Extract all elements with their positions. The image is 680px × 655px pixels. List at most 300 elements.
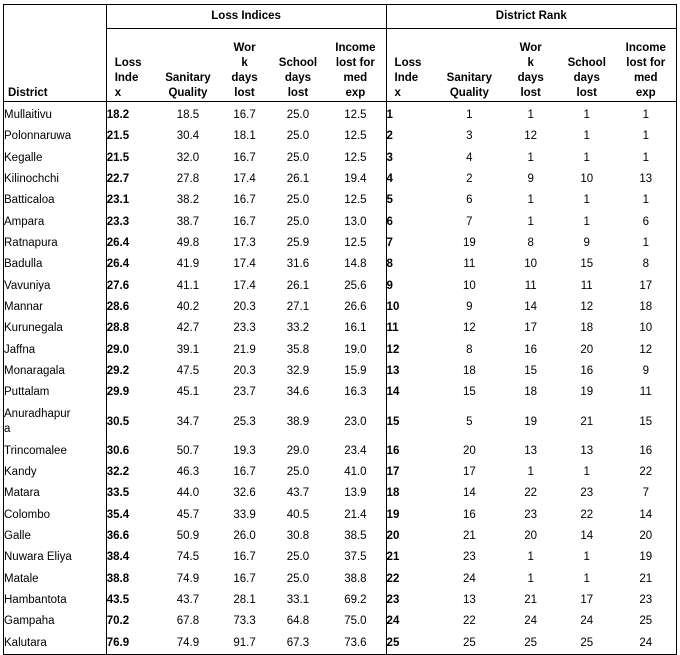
rank-school-days-lost-cell: 12 — [580, 301, 594, 314]
rank-income-lost-cell: 19 — [616, 547, 677, 568]
rank-work-days-lost-cell: 18 — [524, 386, 538, 399]
income-lost-cell: 41.0 — [344, 466, 367, 479]
income-lost-cell: 19.4 — [344, 173, 367, 186]
district-cell: Galle — [4, 526, 107, 547]
work-days-lost-cell: 26.0 — [233, 530, 256, 543]
school-days-lost-cell: 26.1 — [286, 279, 310, 292]
table-row — [4, 169, 677, 190]
sanitary-quality-cell: 34.7 — [176, 415, 200, 428]
rank-sanitary-quality-cell: 7 — [466, 215, 473, 228]
column-header-rank-income-lost: Income lost for med exp — [616, 29, 677, 102]
district-cell: Monaragala — [4, 361, 107, 382]
rank-work-days-lost-cell: 21 — [524, 594, 538, 607]
sanitary-quality-cell: 41.9 — [176, 258, 200, 271]
sanitary-quality-cell: 45.1 — [176, 386, 200, 399]
school-days-lost-cell: 27.1 — [286, 301, 310, 314]
table-row — [4, 361, 677, 382]
table-row — [4, 233, 677, 254]
rank-income-lost-cell: 6 — [616, 212, 677, 233]
table-row — [4, 483, 677, 504]
rank-income-lost-cell: 9 — [616, 361, 677, 382]
rank-sanitary-quality-cell: 17 — [462, 466, 476, 479]
rank-income-lost-cell: 24 — [616, 633, 677, 655]
rank-school-days-lost-cell: 16 — [580, 365, 594, 378]
rank-work-days-lost-cell: 1 — [527, 109, 534, 122]
table-row — [4, 547, 677, 568]
rank-loss-index-cell: 8 — [386, 254, 435, 275]
income-lost-cell: 23.0 — [344, 415, 367, 428]
income-lost-cell: 38.8 — [344, 572, 367, 585]
work-days-lost-cell: 23.3 — [233, 322, 256, 335]
school-days-lost-cell: 38.9 — [286, 415, 310, 428]
rank-loss-index-cell: 22 — [386, 569, 435, 590]
sanitary-quality-cell: 50.7 — [176, 444, 200, 457]
rank-work-days-lost-cell: 12 — [524, 130, 538, 143]
loss-index-cell: 33.5 — [106, 483, 157, 504]
rank-income-lost-cell: 7 — [616, 483, 677, 504]
school-days-lost-cell: 43.7 — [286, 487, 310, 500]
column-header-loss-index: Loss Inde x — [106, 29, 157, 102]
sanitary-quality-cell: 27.8 — [176, 173, 200, 186]
rank-income-lost-cell: 18 — [616, 297, 677, 318]
district-cell: Kilinochchi — [4, 169, 107, 190]
rank-loss-index-cell: 18 — [386, 483, 435, 504]
rank-school-days-lost-cell: 1 — [583, 551, 590, 564]
table-row — [4, 505, 677, 526]
loss-index-cell: 22.7 — [106, 169, 157, 190]
rank-loss-index-cell: 11 — [386, 318, 435, 339]
income-lost-cell: 12.5 — [344, 151, 367, 164]
loss-index-cell: 28.8 — [106, 318, 157, 339]
work-days-lost-cell: 16.7 — [233, 215, 256, 228]
table-row — [4, 297, 677, 318]
rank-sanitary-quality-cell: 23 — [462, 551, 476, 564]
table-row — [4, 254, 677, 275]
school-days-lost-cell: 34.6 — [286, 386, 310, 399]
rank-sanitary-quality-cell: 13 — [462, 594, 476, 607]
rank-income-lost-cell: 15 — [616, 404, 677, 441]
income-lost-cell: 37.5 — [344, 551, 367, 564]
rank-school-days-lost-cell: 15 — [580, 258, 594, 271]
rank-school-days-lost-cell: 17 — [580, 594, 594, 607]
rank-loss-index-cell: 25 — [386, 633, 435, 655]
group-header-district-rank: District Rank — [386, 5, 676, 29]
school-days-lost-cell: 26.1 — [286, 173, 310, 186]
district-cell: Batticaloa — [4, 190, 107, 211]
loss-index-cell: 30.5 — [106, 404, 157, 441]
loss-index-cell: 28.6 — [106, 297, 157, 318]
column-header-sanitary-quality: Sanitary Quality — [158, 29, 219, 102]
rank-school-days-lost-cell: 1 — [583, 151, 590, 164]
school-days-lost-cell: 31.6 — [286, 258, 310, 271]
income-lost-cell: 14.8 — [344, 258, 367, 271]
rank-work-days-lost-cell: 1 — [527, 215, 534, 228]
rank-income-lost-cell: 23 — [616, 590, 677, 611]
sanitary-quality-cell: 43.7 — [176, 594, 200, 607]
rank-sanitary-quality-cell: 24 — [462, 572, 476, 585]
rank-school-days-lost-cell: 1 — [583, 572, 590, 585]
sanitary-quality-cell: 32.0 — [176, 151, 200, 164]
rank-loss-index-cell: 12 — [386, 340, 435, 361]
rank-work-days-lost-cell: 17 — [524, 322, 538, 335]
school-days-lost-cell: 25.0 — [286, 151, 310, 164]
table-row — [4, 526, 677, 547]
sanitary-quality-cell: 49.8 — [176, 237, 200, 250]
work-days-lost-cell: 20.3 — [233, 365, 256, 378]
column-header-rank-school-days-lost: School days lost — [558, 29, 616, 102]
sanitary-quality-cell: 39.1 — [176, 343, 200, 356]
rank-loss-index-cell: 9 — [386, 276, 435, 297]
loss-index-cell: 27.6 — [106, 276, 157, 297]
rank-income-lost-cell: 11 — [616, 382, 677, 403]
loss-index-cell: 76.9 — [106, 633, 157, 655]
rank-sanitary-quality-cell: 8 — [466, 343, 473, 356]
district-cell: Kurunegala — [4, 318, 107, 339]
rank-income-lost-cell: 8 — [616, 254, 677, 275]
district-cell: Vavuniya — [4, 276, 107, 297]
table-row — [4, 441, 677, 462]
loss-index-cell: 38.4 — [106, 547, 157, 568]
rank-income-lost-cell: 1 — [616, 190, 677, 211]
rank-work-days-lost-cell: 25 — [503, 633, 558, 655]
income-lost-cell: 19.0 — [344, 343, 367, 356]
rank-loss-index-cell: 5 — [386, 190, 435, 211]
loss-index-cell: 18.2 — [106, 102, 157, 127]
rank-work-days-lost-cell: 19 — [524, 415, 538, 428]
rank-income-lost-cell: 13 — [616, 169, 677, 190]
income-lost-cell: 73.6 — [325, 633, 386, 655]
table-row — [4, 126, 677, 147]
income-lost-cell: 16.3 — [344, 386, 367, 399]
table-row — [4, 102, 677, 127]
school-days-lost-cell: 25.0 — [286, 551, 310, 564]
district-cell: Polonnaruwa — [4, 126, 107, 147]
loss-index-cell: 30.6 — [106, 441, 157, 462]
work-days-lost-cell: 16.7 — [233, 151, 256, 164]
rank-sanitary-quality-cell: 22 — [462, 615, 476, 628]
rank-loss-index-cell: 1 — [386, 102, 435, 127]
rank-work-days-lost-cell: 11 — [524, 279, 537, 292]
table-row — [4, 276, 677, 297]
income-lost-cell: 12.5 — [344, 109, 367, 122]
sanitary-quality-cell: 46.3 — [176, 466, 200, 479]
school-days-lost-cell: 33.2 — [286, 322, 310, 335]
rank-work-days-lost-cell: 24 — [524, 615, 538, 628]
rank-sanitary-quality-cell: 3 — [466, 130, 473, 143]
rank-school-days-lost-cell: 13 — [580, 444, 594, 457]
district-cell: Kegalle — [4, 148, 107, 169]
district-cell: Jaffna — [4, 340, 107, 361]
column-header-rank-work-days-lost: Wor k days lost — [503, 29, 558, 102]
district-cell: Ratnapura — [4, 233, 107, 254]
rank-work-days-lost-cell: 1 — [527, 572, 534, 585]
income-lost-cell: 13.0 — [344, 215, 367, 228]
rank-sanitary-quality-cell: 15 — [462, 386, 476, 399]
district-cell: Nuwara Eliya — [4, 547, 107, 568]
loss-index-cell: 21.5 — [106, 126, 157, 147]
table-row — [4, 462, 677, 483]
table-row — [4, 318, 677, 339]
column-header-district: District — [4, 29, 107, 102]
work-days-lost-cell: 18.1 — [233, 130, 256, 143]
sanitary-quality-cell: 47.5 — [176, 365, 200, 378]
rank-income-lost-cell: 20 — [616, 526, 677, 547]
rank-loss-index-cell: 17 — [386, 462, 435, 483]
work-days-lost-cell: 17.4 — [233, 173, 256, 186]
district-cell: Kalutara — [4, 633, 107, 655]
rank-work-days-lost-cell: 1 — [527, 551, 534, 564]
work-days-lost-cell: 16.7 — [233, 109, 256, 122]
rank-loss-index-cell: 24 — [386, 611, 435, 632]
rank-loss-index-cell: 2 — [386, 126, 435, 147]
school-days-lost-cell: 29.0 — [286, 444, 310, 457]
rank-loss-index-cell: 19 — [386, 505, 435, 526]
work-days-lost-cell: 16.7 — [233, 194, 256, 207]
work-days-lost-cell: 28.1 — [233, 594, 256, 607]
column-header-income-lost: Income lost for med exp — [325, 29, 386, 102]
loss-index-cell: 70.2 — [106, 611, 157, 632]
loss-index-cell: 21.5 — [106, 148, 157, 169]
school-days-lost-cell: 67.3 — [271, 633, 326, 655]
work-days-lost-cell: 91.7 — [218, 633, 270, 655]
rank-loss-index-cell: 4 — [386, 169, 435, 190]
loss-index-cell: 29.0 — [106, 340, 157, 361]
district-cell: Gampaha — [4, 611, 107, 632]
sanitary-quality-cell: 50.9 — [176, 530, 200, 543]
sanitary-quality-cell: 30.4 — [176, 130, 200, 143]
sanitary-quality-cell: 38.7 — [176, 215, 200, 228]
district-cell: Matale — [4, 569, 107, 590]
income-lost-cell: 75.0 — [344, 615, 367, 628]
rank-work-days-lost-cell: 8 — [527, 237, 534, 250]
work-days-lost-cell: 25.3 — [233, 415, 256, 428]
rank-income-lost-cell: 17 — [616, 276, 677, 297]
rank-income-lost-cell: 12 — [616, 340, 677, 361]
sanitary-quality-cell: 44.0 — [176, 487, 200, 500]
rank-work-days-lost-cell: 1 — [527, 466, 534, 479]
income-lost-cell: 38.5 — [344, 530, 367, 543]
district-cell: Ampara — [4, 212, 107, 233]
district-cell: Kandy — [4, 462, 107, 483]
income-lost-cell: 12.5 — [344, 237, 367, 250]
rank-school-days-lost-cell: 19 — [580, 386, 594, 399]
income-lost-cell: 25.6 — [344, 279, 367, 292]
rank-school-days-lost-cell: 24 — [580, 615, 594, 628]
loss-index-cell: 29.2 — [106, 361, 157, 382]
rank-income-lost-cell: 1 — [616, 233, 677, 254]
rank-loss-index-cell: 7 — [386, 233, 435, 254]
rank-work-days-lost-cell: 20 — [524, 530, 538, 543]
school-days-lost-cell: 25.0 — [286, 194, 310, 207]
table-row — [4, 404, 677, 441]
rank-sanitary-quality-cell: 25 — [435, 633, 503, 655]
school-days-lost-cell: 25.0 — [286, 130, 310, 143]
rank-school-days-lost-cell: 10 — [580, 173, 594, 186]
rank-work-days-lost-cell: 22 — [524, 487, 538, 500]
loss-index-cell: 26.4 — [106, 233, 157, 254]
table-row — [4, 190, 677, 211]
sanitary-quality-cell: 38.2 — [176, 194, 200, 207]
rank-loss-index-cell: 20 — [386, 526, 435, 547]
loss-index-cell: 43.5 — [106, 590, 157, 611]
district-cell: Puttalam — [4, 382, 107, 403]
column-header-rank-loss-index: Loss Inde x — [386, 29, 435, 102]
income-lost-cell: 12.5 — [344, 130, 367, 143]
work-days-lost-cell: 20.3 — [233, 301, 256, 314]
school-days-lost-cell: 25.0 — [286, 215, 310, 228]
table-row — [4, 590, 677, 611]
table-body — [4, 102, 677, 655]
rank-sanitary-quality-cell: 14 — [462, 487, 476, 500]
rank-school-days-lost-cell: 14 — [580, 530, 594, 543]
loss-index-cell: 29.9 — [106, 382, 157, 403]
rank-sanitary-quality-cell: 16 — [462, 508, 476, 521]
rank-school-days-lost-cell: 11 — [580, 279, 593, 292]
school-days-lost-cell: 30.8 — [286, 530, 310, 543]
work-days-lost-cell: 21.9 — [233, 343, 256, 356]
rank-income-lost-cell: 14 — [616, 505, 677, 526]
loss-index-cell: 23.1 — [106, 190, 157, 211]
school-days-lost-cell: 64.8 — [286, 615, 310, 628]
rank-school-days-lost-cell: 18 — [580, 322, 594, 335]
rank-sanitary-quality-cell: 18 — [462, 365, 476, 378]
column-header-work-days-lost: Wor k days lost — [218, 29, 270, 102]
corner-cell — [4, 5, 107, 29]
table-row — [4, 611, 677, 632]
loss-index-cell: 32.2 — [106, 462, 157, 483]
rank-school-days-lost-cell: 1 — [583, 215, 590, 228]
district-cell: Trincomalee — [4, 441, 107, 462]
income-lost-cell: 12.5 — [344, 194, 367, 207]
rank-school-days-lost-cell: 1 — [583, 466, 590, 479]
income-lost-cell: 26.6 — [344, 301, 367, 314]
work-days-lost-cell: 23.7 — [233, 386, 256, 399]
rank-loss-index-cell: 3 — [386, 148, 435, 169]
district-cell: Matara — [4, 483, 107, 504]
income-lost-cell: 13.9 — [344, 487, 367, 500]
work-days-lost-cell: 33.9 — [233, 508, 256, 521]
work-days-lost-cell: 17.3 — [233, 237, 256, 250]
rank-sanitary-quality-cell: 20 — [462, 444, 476, 457]
district-cell: Hambantota — [4, 590, 107, 611]
table-row — [4, 212, 677, 233]
work-days-lost-cell: 16.7 — [233, 466, 256, 479]
rank-loss-index-cell: 23 — [386, 590, 435, 611]
sanitary-quality-cell: 74.5 — [176, 551, 200, 564]
sanitary-quality-cell: 67.8 — [176, 615, 200, 628]
table-row — [4, 340, 677, 361]
sanitary-quality-cell: 40.2 — [176, 301, 200, 314]
rank-income-lost-cell: 1 — [616, 102, 677, 127]
rank-sanitary-quality-cell: 1 — [466, 109, 473, 122]
loss-index-cell: 38.8 — [106, 569, 157, 590]
rank-work-days-lost-cell: 14 — [524, 301, 538, 314]
rank-sanitary-quality-cell: 6 — [466, 194, 473, 207]
rank-school-days-lost-cell: 1 — [583, 130, 590, 143]
school-days-lost-cell: 40.5 — [286, 508, 310, 521]
sanitary-quality-cell: 41.1 — [176, 279, 200, 292]
rank-sanitary-quality-cell: 12 — [462, 322, 476, 335]
rank-sanitary-quality-cell: 19 — [462, 237, 476, 250]
income-lost-cell: 16.1 — [344, 322, 367, 335]
school-days-lost-cell: 25.0 — [286, 466, 310, 479]
income-lost-cell: 69.2 — [344, 594, 367, 607]
table-row — [4, 569, 677, 590]
rank-school-days-lost-cell: 25 — [558, 633, 616, 655]
sanitary-quality-cell: 18.5 — [176, 109, 200, 122]
rank-sanitary-quality-cell: 5 — [466, 415, 473, 428]
rank-sanitary-quality-cell: 11 — [463, 258, 476, 271]
column-header-school-days-lost: School days lost — [271, 29, 326, 102]
rank-loss-index-cell: 6 — [386, 212, 435, 233]
rank-sanitary-quality-cell: 10 — [462, 279, 476, 292]
rank-income-lost-cell: 25 — [616, 611, 677, 632]
sanitary-quality-cell: 42.7 — [176, 322, 200, 335]
rank-income-lost-cell: 1 — [616, 126, 677, 147]
rank-school-days-lost-cell: 20 — [580, 343, 594, 356]
school-days-lost-cell: 32.9 — [286, 365, 310, 378]
rank-sanitary-quality-cell: 21 — [462, 530, 476, 543]
loss-index-cell: 23.3 — [106, 212, 157, 233]
rank-income-lost-cell: 21 — [616, 569, 677, 590]
income-lost-cell: 15.9 — [344, 365, 367, 378]
work-days-lost-cell: 16.7 — [233, 551, 256, 564]
income-lost-cell: 23.4 — [344, 444, 367, 457]
work-days-lost-cell: 73.3 — [233, 615, 256, 628]
loss-index-cell: 36.6 — [106, 526, 157, 547]
rank-sanitary-quality-cell: 2 — [466, 173, 473, 186]
rank-work-days-lost-cell: 15 — [524, 365, 538, 378]
work-days-lost-cell: 32.6 — [233, 487, 256, 500]
group-header-loss-indices: Loss Indices — [106, 5, 386, 29]
rank-income-lost-cell: 22 — [616, 462, 677, 483]
table-row — [4, 382, 677, 403]
table-row — [4, 633, 677, 655]
rank-work-days-lost-cell: 1 — [527, 151, 534, 164]
loss-index-cell: 35.4 — [106, 505, 157, 526]
work-days-lost-cell: 17.4 — [233, 258, 256, 271]
rank-loss-index-cell: 21 — [386, 547, 435, 568]
column-header-rank-sanitary-quality: Sanitary Quality — [435, 29, 503, 102]
sanitary-quality-cell: 45.7 — [176, 508, 200, 521]
rank-sanitary-quality-cell: 4 — [466, 151, 473, 164]
rank-work-days-lost-cell: 13 — [524, 444, 538, 457]
rank-school-days-lost-cell: 22 — [580, 508, 594, 521]
school-days-lost-cell: 33.1 — [286, 594, 310, 607]
rank-loss-index-cell: 16 — [386, 441, 435, 462]
work-days-lost-cell: 16.7 — [233, 572, 256, 585]
work-days-lost-cell: 17.4 — [233, 279, 256, 292]
rank-income-lost-cell: 10 — [616, 318, 677, 339]
district-cell: Colombo — [4, 505, 107, 526]
school-days-lost-cell: 25.0 — [286, 109, 310, 122]
district-cell: Mannar — [4, 297, 107, 318]
rank-work-days-lost-cell: 1 — [527, 194, 534, 207]
school-days-lost-cell: 35.8 — [286, 343, 310, 356]
sanitary-quality-cell: 74.9 — [176, 572, 200, 585]
rank-income-lost-cell: 16 — [616, 441, 677, 462]
sanitary-quality-cell: 74.9 — [158, 633, 219, 655]
rank-loss-index-cell: 14 — [386, 382, 435, 403]
district-cell: Mullaitivu — [4, 102, 107, 127]
rank-loss-index-cell: 13 — [386, 361, 435, 382]
rank-school-days-lost-cell: 9 — [583, 237, 590, 250]
school-days-lost-cell: 25.9 — [286, 237, 310, 250]
table-row — [4, 148, 677, 169]
rank-school-days-lost-cell: 21 — [580, 415, 594, 428]
rank-work-days-lost-cell: 23 — [524, 508, 538, 521]
loss-indices-table — [3, 4, 677, 655]
